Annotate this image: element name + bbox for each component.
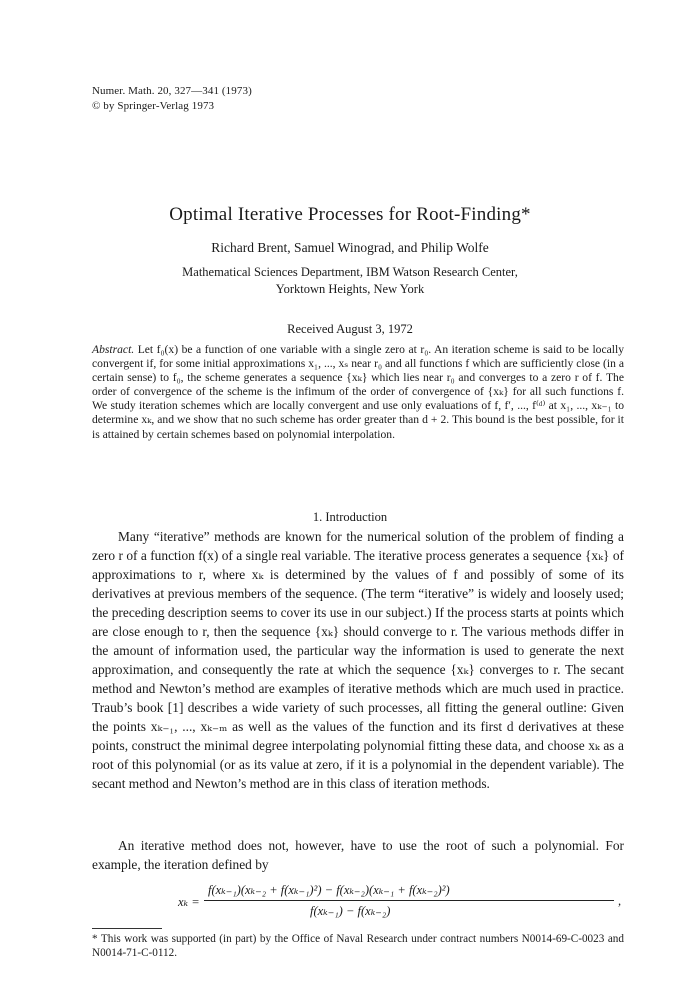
intro-paragraph-1: Many “iterative” methods are known for the numerical solution of the problem of finding a zero r of a function f(x) of a single real variable. The iterative process generates a sequence {xₖ} of approximations to r, where xₖ is determined by the values of f and possibly of some of its derivatives at previous members of the sequence. (The term “iterative” is widely and loosely used; the preceding description seems to cover its use in our subject.) If the process starts at points which are close enough to r, then the sequence {xₖ} should converge to r. The various methods differ in the amount of information used, the particular way the information is used to generate the next approximation, and consequently the rate at which the sequence {xₖ} converges to r. The secant method and Newton’s method are examples of iterative methods which are much used in practice. Traub’s book [1] describes a wide variety of such processes, all fitting the general outline: Given the points xₖ₋₁, ..., xₖ₋ₘ as well as the values of the function and its first d derivatives at these points, construct the minimal degree interpolating polynomial fitting these data, and choose xₖ as a root of this polynomial (or as its value at zero, if it is a polynomial in the dependent variable). The secant method and Newton’s method are in this class of iteration methods. bbox=[92, 529, 624, 791]
affiliation-line-1: Mathematical Sciences Department, IBM Watson Research Center, bbox=[182, 265, 518, 279]
abstract bbox=[92, 343, 624, 442]
formula-denominator: f(xₖ₋₁) − f(xₖ₋₂) bbox=[310, 904, 391, 918]
journal-citation: Numer. Math. 20, 327—341 (1973) bbox=[92, 85, 252, 97]
intro-paragraph-2: An iterative method does not, however, have to use the root of such a polynomial. For example, the iteration defined by bbox=[92, 838, 624, 872]
formula-numerator: f(xₖ₋₁)(xₖ₋₂ + f(xₖ₋₁)²) − f(xₖ₋₂)(xₖ₋₁ + f(xₖ₋₂)²) bbox=[208, 883, 450, 897]
abstract-label: Abstract. bbox=[92, 343, 135, 356]
abstract-text: Let f₀(x) be a function of one variable with a single zero at r₀. An iteration scheme is said to be locally convergent if, for some initial approximations x₁, ..., xₛ near r₀ and all functions f which are sufficiently close (in a certain sense) to f₀, the scheme generates a sequence {xₖ} which lies near r₀ and converges to a zero r of f. The order of convergence of the scheme is the infimum of the order of convergence of {xₖ} for all such functions f. We study iteration schemes which are locally convergent and use only evaluations of f, f′, ..., f⁽ᵈ⁾ at x₁, ..., xₖ₋₁ to determine xₖ, and we show that no such scheme has order greater than d + 2. This bound is the best possible, for it is attained by certain schemes based on polynomial interpolation. bbox=[92, 343, 625, 441]
affiliation-line-2: Yorktown Heights, New York bbox=[275, 282, 425, 296]
section-heading: 1. Introduction bbox=[312, 510, 388, 524]
fraction-bar bbox=[204, 900, 614, 901]
formula-lhs: xₖ = bbox=[178, 895, 200, 909]
footnote: * This work was supported (in part) by the Office of Naval Research under contract numbers N0014-69-C-0023 and N0014-71-C-0112. bbox=[92, 933, 624, 959]
footnote-rule bbox=[92, 928, 162, 929]
copyright-notice: © by Springer-Verlag 1973 bbox=[92, 100, 215, 112]
received-date: Received August 3, 1972 bbox=[287, 322, 413, 336]
formula-comma: , bbox=[618, 894, 622, 908]
paper-title: Optimal Iterative Processes for Root-Finding* bbox=[169, 204, 531, 225]
paper-authors: Richard Brent, Samuel Winograd, and Philip Wolfe bbox=[211, 240, 489, 255]
